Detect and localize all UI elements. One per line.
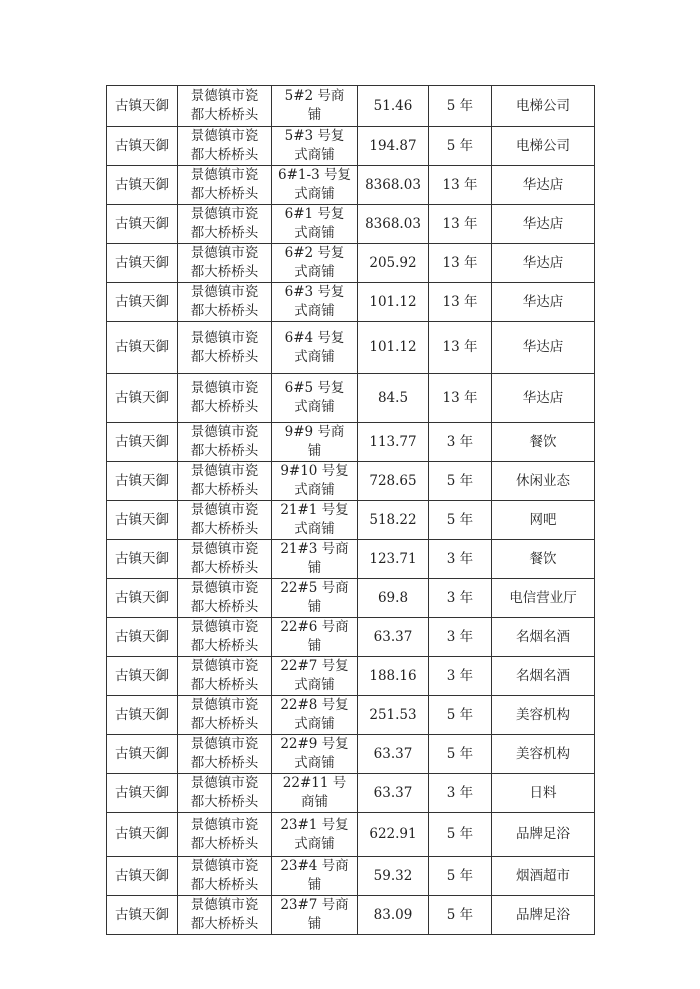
tenant-cell: 品牌足浴 xyxy=(492,813,595,857)
tenant-cell: 电梯公司 xyxy=(492,127,595,166)
area-cell: 84.5 xyxy=(358,374,429,423)
tenant-cell: 美容机构 xyxy=(492,696,595,735)
project-cell: 古镇天御 xyxy=(107,857,178,896)
lease-table xyxy=(106,85,595,935)
area-cell: 113.77 xyxy=(358,423,429,462)
table-row xyxy=(107,774,595,813)
area-cell: 101.12 xyxy=(358,322,429,374)
project-cell: 古镇天御 xyxy=(107,374,178,423)
table-row xyxy=(107,166,595,205)
term-cell: 5 年 xyxy=(429,696,492,735)
term-cell: 5 年 xyxy=(429,462,492,501)
unit-cell: 23#4 号商铺 xyxy=(272,857,358,896)
location-cell: 景德镇市瓷都大桥桥头 xyxy=(178,540,272,579)
unit-cell: 22#8 号复式商铺 xyxy=(272,696,358,735)
location-cell: 景德镇市瓷都大桥桥头 xyxy=(178,696,272,735)
tenant-cell: 电信营业厅 xyxy=(492,579,595,618)
unit-cell: 21#3 号商铺 xyxy=(272,540,358,579)
table-row xyxy=(107,283,595,322)
area-cell: 622.91 xyxy=(358,813,429,857)
table-row xyxy=(107,205,595,244)
area-cell: 518.22 xyxy=(358,501,429,540)
project-cell: 古镇天御 xyxy=(107,244,178,283)
location-cell: 景德镇市瓷都大桥桥头 xyxy=(178,618,272,657)
project-cell: 古镇天御 xyxy=(107,657,178,696)
area-cell: 205.92 xyxy=(358,244,429,283)
project-cell: 古镇天御 xyxy=(107,86,178,127)
unit-cell: 22#7 号复式商铺 xyxy=(272,657,358,696)
area-cell: 194.87 xyxy=(358,127,429,166)
tenant-cell: 华达店 xyxy=(492,166,595,205)
table-row xyxy=(107,579,595,618)
table-row xyxy=(107,813,595,857)
table-row xyxy=(107,735,595,774)
tenant-cell: 华达店 xyxy=(492,374,595,423)
tenant-cell: 品牌足浴 xyxy=(492,896,595,935)
location-cell: 景德镇市瓷都大桥桥头 xyxy=(178,735,272,774)
project-cell: 古镇天御 xyxy=(107,735,178,774)
unit-cell: 6#1-3 号复式商铺 xyxy=(272,166,358,205)
tenant-cell: 电梯公司 xyxy=(492,86,595,127)
term-cell: 5 年 xyxy=(429,813,492,857)
unit-cell: 5#2 号商铺 xyxy=(272,86,358,127)
table-row xyxy=(107,322,595,374)
table-row xyxy=(107,86,595,127)
area-cell: 59.32 xyxy=(358,857,429,896)
tenant-cell: 名烟名酒 xyxy=(492,657,595,696)
table-row xyxy=(107,540,595,579)
table-row xyxy=(107,374,595,423)
term-cell: 5 年 xyxy=(429,501,492,540)
unit-cell: 6#4 号复式商铺 xyxy=(272,322,358,374)
location-cell: 景德镇市瓷都大桥桥头 xyxy=(178,774,272,813)
table-row xyxy=(107,618,595,657)
unit-cell: 6#3 号复式商铺 xyxy=(272,283,358,322)
area-cell: 83.09 xyxy=(358,896,429,935)
unit-cell: 21#1 号复式商铺 xyxy=(272,501,358,540)
project-cell: 古镇天御 xyxy=(107,423,178,462)
project-cell: 古镇天御 xyxy=(107,283,178,322)
table-row xyxy=(107,462,595,501)
tenant-cell: 日料 xyxy=(492,774,595,813)
area-cell: 8368.03 xyxy=(358,205,429,244)
area-cell: 63.37 xyxy=(358,618,429,657)
area-cell: 728.65 xyxy=(358,462,429,501)
term-cell: 3 年 xyxy=(429,774,492,813)
project-cell: 古镇天御 xyxy=(107,540,178,579)
unit-cell: 22#9 号复式商铺 xyxy=(272,735,358,774)
term-cell: 3 年 xyxy=(429,423,492,462)
term-cell: 13 年 xyxy=(429,166,492,205)
project-cell: 古镇天御 xyxy=(107,896,178,935)
term-cell: 13 年 xyxy=(429,322,492,374)
location-cell: 景德镇市瓷都大桥桥头 xyxy=(178,579,272,618)
term-cell: 13 年 xyxy=(429,374,492,423)
location-cell: 景德镇市瓷都大桥桥头 xyxy=(178,657,272,696)
table-row xyxy=(107,657,595,696)
location-cell: 景德镇市瓷都大桥桥头 xyxy=(178,374,272,423)
tenant-cell: 网吧 xyxy=(492,501,595,540)
table-row xyxy=(107,423,595,462)
term-cell: 3 年 xyxy=(429,618,492,657)
project-cell: 古镇天御 xyxy=(107,501,178,540)
term-cell: 13 年 xyxy=(429,283,492,322)
tenant-cell: 名烟名酒 xyxy=(492,618,595,657)
unit-cell: 6#1 号复式商铺 xyxy=(272,205,358,244)
tenant-cell: 餐饮 xyxy=(492,540,595,579)
table-row xyxy=(107,244,595,283)
area-cell: 69.8 xyxy=(358,579,429,618)
location-cell: 景德镇市瓷都大桥桥头 xyxy=(178,127,272,166)
project-cell: 古镇天御 xyxy=(107,618,178,657)
project-cell: 古镇天御 xyxy=(107,579,178,618)
tenant-cell: 华达店 xyxy=(492,244,595,283)
tenant-cell: 华达店 xyxy=(492,322,595,374)
table-row xyxy=(107,857,595,896)
term-cell: 5 年 xyxy=(429,86,492,127)
area-cell: 188.16 xyxy=(358,657,429,696)
location-cell: 景德镇市瓷都大桥桥头 xyxy=(178,322,272,374)
unit-cell: 9#10 号复式商铺 xyxy=(272,462,358,501)
unit-cell: 23#1 号复式商铺 xyxy=(272,813,358,857)
term-cell: 3 年 xyxy=(429,540,492,579)
unit-cell: 9#9 号商铺 xyxy=(272,423,358,462)
tenant-cell: 华达店 xyxy=(492,205,595,244)
tenant-cell: 华达店 xyxy=(492,283,595,322)
unit-cell: 5#3 号复式商铺 xyxy=(272,127,358,166)
project-cell: 古镇天御 xyxy=(107,462,178,501)
term-cell: 5 年 xyxy=(429,857,492,896)
area-cell: 101.12 xyxy=(358,283,429,322)
term-cell: 5 年 xyxy=(429,127,492,166)
term-cell: 5 年 xyxy=(429,896,492,935)
location-cell: 景德镇市瓷都大桥桥头 xyxy=(178,166,272,205)
area-cell: 123.71 xyxy=(358,540,429,579)
area-cell: 63.37 xyxy=(358,735,429,774)
location-cell: 景德镇市瓷都大桥桥头 xyxy=(178,857,272,896)
location-cell: 景德镇市瓷都大桥桥头 xyxy=(178,423,272,462)
table-row xyxy=(107,696,595,735)
unit-cell: 23#7 号商铺 xyxy=(272,896,358,935)
tenant-cell: 休闲业态 xyxy=(492,462,595,501)
area-cell: 8368.03 xyxy=(358,166,429,205)
unit-cell: 6#2 号复式商铺 xyxy=(272,244,358,283)
area-cell: 251.53 xyxy=(358,696,429,735)
project-cell: 古镇天御 xyxy=(107,696,178,735)
tenant-cell: 烟酒超市 xyxy=(492,857,595,896)
lease-table-body xyxy=(107,86,595,935)
unit-cell: 6#5 号复式商铺 xyxy=(272,374,358,423)
location-cell: 景德镇市瓷都大桥桥头 xyxy=(178,896,272,935)
term-cell: 13 年 xyxy=(429,244,492,283)
area-cell: 63.37 xyxy=(358,774,429,813)
location-cell: 景德镇市瓷都大桥桥头 xyxy=(178,462,272,501)
project-cell: 古镇天御 xyxy=(107,205,178,244)
tenant-cell: 餐饮 xyxy=(492,423,595,462)
area-cell: 51.46 xyxy=(358,86,429,127)
project-cell: 古镇天御 xyxy=(107,774,178,813)
project-cell: 古镇天御 xyxy=(107,166,178,205)
location-cell: 景德镇市瓷都大桥桥头 xyxy=(178,86,272,127)
term-cell: 3 年 xyxy=(429,657,492,696)
project-cell: 古镇天御 xyxy=(107,322,178,374)
location-cell: 景德镇市瓷都大桥桥头 xyxy=(178,205,272,244)
project-cell: 古镇天御 xyxy=(107,813,178,857)
location-cell: 景德镇市瓷都大桥桥头 xyxy=(178,244,272,283)
project-cell: 古镇天御 xyxy=(107,127,178,166)
term-cell: 3 年 xyxy=(429,579,492,618)
unit-cell: 22#6 号商铺 xyxy=(272,618,358,657)
location-cell: 景德镇市瓷都大桥桥头 xyxy=(178,813,272,857)
table-row xyxy=(107,501,595,540)
table-row xyxy=(107,127,595,166)
term-cell: 13 年 xyxy=(429,205,492,244)
table-row xyxy=(107,896,595,935)
tenant-cell: 美容机构 xyxy=(492,735,595,774)
location-cell: 景德镇市瓷都大桥桥头 xyxy=(178,501,272,540)
location-cell: 景德镇市瓷都大桥桥头 xyxy=(178,283,272,322)
term-cell: 5 年 xyxy=(429,735,492,774)
unit-cell: 22#5 号商铺 xyxy=(272,579,358,618)
unit-cell: 22#11 号商铺 xyxy=(272,774,358,813)
